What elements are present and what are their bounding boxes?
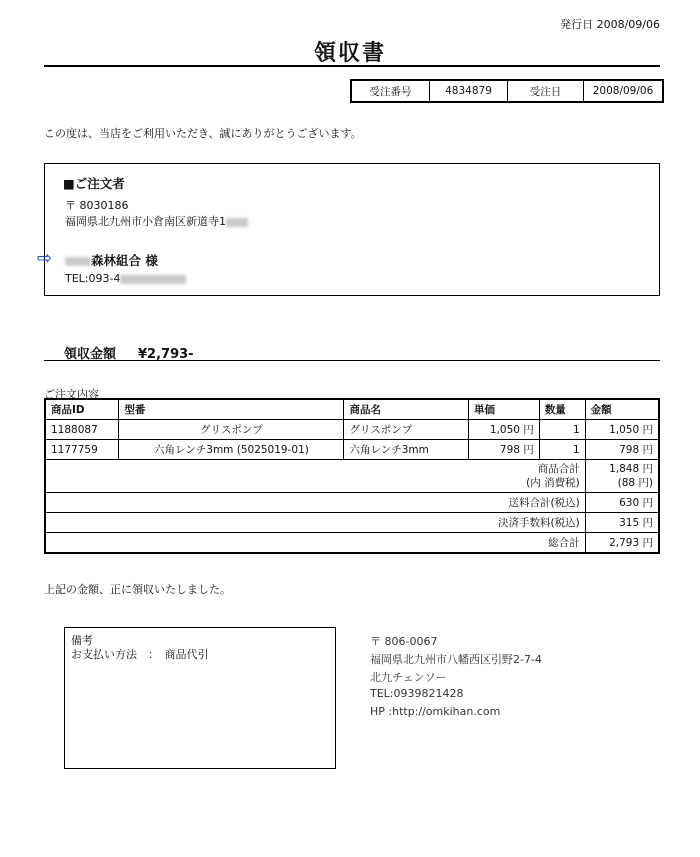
order-details-label: ご注文内容 (44, 388, 99, 401)
customer-postal: 〒 8030186 (65, 199, 129, 212)
customer-tel-line (65, 272, 186, 285)
item-amount: 798 円 (585, 440, 659, 460)
customer-name-line (65, 251, 158, 269)
shipping-row (45, 493, 659, 513)
title-divider (44, 65, 660, 67)
table-header-row (45, 399, 659, 420)
table-row (45, 420, 659, 440)
subtotal-tax-value: (88 円) (617, 477, 653, 489)
item-model: グリスポンプ (119, 420, 344, 440)
shipping-label: 送料合計(税込) (45, 493, 585, 513)
order-items-table (44, 398, 660, 554)
amount-divider (44, 360, 660, 361)
customer-address-line (65, 213, 248, 229)
customer-heading: ■ご注文者 (63, 176, 125, 191)
issue-date-label: 発行日 (560, 18, 594, 31)
item-price: 1,050 円 (468, 420, 539, 440)
order-number-label: 受注番号 (352, 81, 430, 101)
item-qty: 1 (539, 440, 585, 460)
subtotal-value: 1,848 円 (609, 463, 653, 475)
subtotal-label-cell (45, 460, 585, 493)
column-header: 商品名 (344, 399, 469, 420)
item-price: 798 円 (468, 440, 539, 460)
item-id: 1177759 (45, 440, 119, 460)
column-header: 型番 (119, 399, 344, 420)
arrow-right-icon: ⇨ (37, 248, 53, 269)
remarks-label: 備考 (71, 634, 93, 647)
item-amount: 1,050 円 (585, 420, 659, 440)
received-note: 上記の金額、正に領収いたしました。 (44, 583, 231, 596)
shop-postal: 〒 806-0067 (370, 635, 438, 648)
item-id: 1188087 (45, 420, 119, 440)
redacted-mark (120, 275, 186, 284)
shop-tel: TEL:0939821428 (370, 687, 464, 700)
subtotal-tax-label: (内 消費税) (526, 477, 580, 489)
column-header: 商品ID (45, 399, 119, 420)
customer-box (44, 163, 660, 296)
subtotal-row (45, 460, 659, 493)
subtotal-value-cell (585, 460, 659, 493)
item-model: 六角レンチ3mm (5025019-01) (119, 440, 344, 460)
redacted-mark (226, 218, 248, 227)
issue-date-value: 2008/09/06 (596, 18, 660, 31)
fee-row (45, 513, 659, 533)
remarks-box (64, 627, 336, 769)
column-header: 金額 (585, 399, 659, 420)
shipping-value: 630 円 (585, 493, 659, 513)
customer-name: 森林組合 様 (91, 253, 158, 268)
item-name: 六角レンチ3mm (344, 440, 469, 460)
fee-label: 決済手数料(税込) (45, 513, 585, 533)
greeting-text: この度は、当店をご利用いただき、誠にありがとうございます。 (44, 127, 362, 140)
column-header: 単価 (468, 399, 539, 420)
order-date: 2008/09/06 (592, 85, 654, 97)
order-info-box (350, 79, 664, 103)
item-name: グリスポンプ (344, 420, 469, 440)
total-value: 2,793 円 (585, 533, 659, 554)
item-qty: 1 (539, 420, 585, 440)
amount-label: 領収金額 (64, 347, 117, 362)
order-number: 4834879 (430, 81, 508, 101)
shop-name: 北九チェンソー (370, 671, 447, 684)
fee-value: 315 円 (585, 513, 659, 533)
shop-address: 福岡県北九州市八幡西区引野2-7-4 (370, 653, 542, 666)
total-label: 総合計 (45, 533, 585, 554)
order-date-label: 受注日 (508, 81, 584, 101)
amount-value: ¥2,793- (138, 347, 194, 362)
customer-address: 福岡県北九州市小倉南区新道寺1 (65, 215, 226, 228)
column-header: 数量 (539, 399, 585, 420)
page-title: 領収書 (313, 41, 386, 66)
table-row (45, 440, 659, 460)
payment-method: お支払い方法 ： 商品代引 (71, 648, 209, 661)
subtotal-label: 商品合計 (537, 463, 580, 475)
issue-date (560, 16, 660, 32)
total-row (45, 533, 659, 554)
redacted-mark (65, 257, 91, 266)
shop-homepage-link[interactable]: HP :http://omkihan.com (370, 705, 501, 718)
customer-tel: TEL:093-4 (65, 272, 121, 285)
